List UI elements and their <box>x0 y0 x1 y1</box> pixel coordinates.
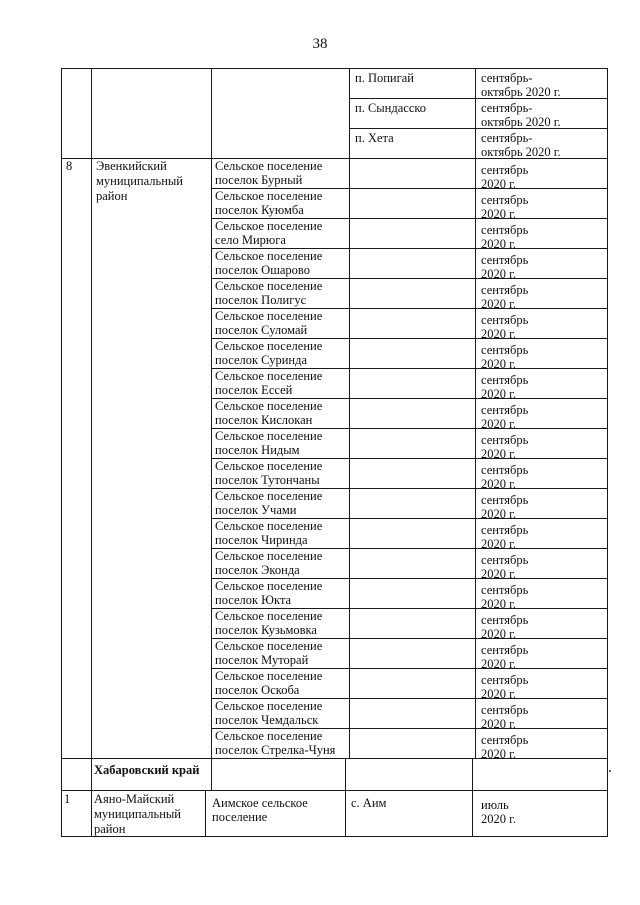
row-divider <box>349 128 607 129</box>
deadline-text: 2020 г. <box>481 747 516 761</box>
municipality-name: поселок Кислокан <box>215 413 313 427</box>
district-name: район <box>96 189 128 203</box>
deadline-text: сентябрь <box>481 283 529 297</box>
deadline-text: сентябрь <box>481 733 529 747</box>
municipality-name: Сельское поселение <box>215 519 323 533</box>
scan-speck <box>609 770 611 772</box>
deadline-text: 2020 г. <box>481 447 516 461</box>
municipality-name: поселок Оскоба <box>215 683 300 697</box>
deadline-text: сентябрь <box>481 703 529 717</box>
deadline-text: сентябрь <box>481 193 529 207</box>
deadline-text: сентябрь <box>481 493 529 507</box>
municipality-name: поселок Чемдальск <box>215 713 319 727</box>
deadline-text: 2020 г. <box>481 357 516 371</box>
municipality-name: Сельское поселение <box>215 699 323 713</box>
deadline-text: сентябрь <box>481 223 529 237</box>
deadline-text: сентябрь <box>481 163 529 177</box>
municipality-name: Сельское поселение <box>215 189 323 203</box>
municipality-name: Сельское поселение <box>215 309 323 323</box>
deadline-text: сентябрь <box>481 613 529 627</box>
deadline-text: октябрь 2020 г. <box>481 115 561 129</box>
row-number: 1 <box>64 792 71 806</box>
deadline-text: 2020 г. <box>481 657 516 671</box>
table-border-right <box>607 68 608 837</box>
row-divider <box>349 98 607 99</box>
deadline-text: сентябрь <box>481 253 529 267</box>
district-name: муниципальный <box>94 807 181 821</box>
municipality-name: Сельское поселение <box>215 219 323 233</box>
deadline-text: сентябрь <box>481 553 529 567</box>
deadline-text: октябрь 2020 г. <box>481 145 561 159</box>
deadline-text: 2020 г. <box>481 567 516 581</box>
row-divider <box>61 758 608 759</box>
deadline-text: 2020 г. <box>481 207 516 221</box>
municipality-name: поселок Куюмба <box>215 203 304 217</box>
district-name: Эвенкийский <box>96 159 167 173</box>
district-name: район <box>94 822 126 836</box>
column-border <box>211 68 212 790</box>
municipality-name: Сельское поселение <box>215 669 323 683</box>
deadline-text: июль <box>481 798 509 812</box>
settlement-name: с. Аим <box>351 796 387 810</box>
municipality-name: Сельское поселение <box>215 339 323 353</box>
municipality-name: Сельское поселение <box>215 489 323 503</box>
municipality-name: поселок Кузьмовка <box>215 623 317 637</box>
deadline-text: 2020 г. <box>481 687 516 701</box>
municipality-name: поселок Чиринда <box>215 533 308 547</box>
region-heading: Хабаровский край <box>94 763 200 777</box>
municipality-name: Сельское поселение <box>215 369 323 383</box>
municipality-name: Сельское поселение <box>215 639 323 653</box>
deadline-text: 2020 г. <box>481 597 516 611</box>
deadline-text: 2020 г. <box>481 327 516 341</box>
row-divider <box>61 790 608 791</box>
municipality-name: поселок Эконда <box>215 563 300 577</box>
municipality-name: Аимское сельское <box>212 796 308 810</box>
deadline-text: 2020 г. <box>481 267 516 281</box>
municipality-name: Сельское поселение <box>215 609 323 623</box>
deadline-text: сентябрь <box>481 313 529 327</box>
district-name: муниципальный <box>96 174 183 188</box>
column-border <box>349 68 350 758</box>
row-number: 8 <box>66 159 73 173</box>
municipality-name: Сельское поселение <box>215 729 323 743</box>
column-border <box>475 68 476 758</box>
deadline-text: 2020 г. <box>481 627 516 641</box>
municipality-name: поселок Суломай <box>215 323 308 337</box>
municipality-name: поселок Тутончаны <box>215 473 320 487</box>
municipality-name: село Мирюга <box>215 233 286 247</box>
municipality-name: Сельское поселение <box>215 159 323 173</box>
municipality-name: поселок Ессей <box>215 383 293 397</box>
table-border-bottom <box>61 836 608 837</box>
settlement-name: п. Хета <box>355 131 394 145</box>
municipality-name: поселок Стрелка-Чуня <box>215 743 336 757</box>
deadline-text: сентябрь <box>481 373 529 387</box>
column-border <box>345 758 346 836</box>
deadline-text: сентябрь <box>481 643 529 657</box>
deadline-text: 2020 г. <box>481 477 516 491</box>
deadline-text: 2020 г. <box>481 812 516 826</box>
municipality-name: поселение <box>212 810 268 824</box>
deadline-text: сентябрь <box>481 403 529 417</box>
deadline-text: сентябрь- <box>481 131 533 145</box>
deadline-text: 2020 г. <box>481 177 516 191</box>
municipality-name: поселок Ошарово <box>215 263 310 277</box>
deadline-text: 2020 г. <box>481 297 516 311</box>
settlement-name: п. Сындасско <box>355 101 427 115</box>
municipality-name: Сельское поселение <box>215 579 323 593</box>
deadline-text: 2020 г. <box>481 537 516 551</box>
deadline-text: октябрь 2020 г. <box>481 85 561 99</box>
municipality-name: Сельское поселение <box>215 399 323 413</box>
column-border <box>61 68 62 837</box>
municipality-name: Сельское поселение <box>215 549 323 563</box>
deadline-text: сентябрь- <box>481 101 533 115</box>
deadline-text: сентябрь <box>481 343 529 357</box>
column-border <box>91 68 92 837</box>
deadline-text: 2020 г. <box>481 417 516 431</box>
deadline-text: 2020 г. <box>481 507 516 521</box>
deadline-text: сентябрь <box>481 673 529 687</box>
deadline-text: сентябрь <box>481 583 529 597</box>
municipality-name: поселок Нидым <box>215 443 300 457</box>
deadline-text: сентябрь <box>481 523 529 537</box>
district-name: Аяно-Майский <box>94 792 175 806</box>
column-border <box>472 758 473 836</box>
settlement-name: п. Попигай <box>355 71 414 85</box>
column-border <box>205 790 206 836</box>
deadline-text: сентябрь- <box>481 71 533 85</box>
municipality-name: поселок Учами <box>215 503 297 517</box>
municipality-name: поселок Суринда <box>215 353 307 367</box>
municipality-name: поселок Юкта <box>215 593 292 607</box>
deadline-text: сентябрь <box>481 433 529 447</box>
municipality-name: Сельское поселение <box>215 279 323 293</box>
deadline-text: сентябрь <box>481 463 529 477</box>
deadline-text: 2020 г. <box>481 387 516 401</box>
municipality-name: Сельское поселение <box>215 249 323 263</box>
municipality-name: поселок Муторай <box>215 653 309 667</box>
municipality-name: Сельское поселение <box>215 429 323 443</box>
deadline-text: 2020 г. <box>481 717 516 731</box>
municipality-name: поселок Полигус <box>215 293 307 307</box>
page-number: 38 <box>312 36 328 52</box>
municipality-name: Сельское поселение <box>215 459 323 473</box>
deadline-text: 2020 г. <box>481 237 516 251</box>
table-border-top <box>61 68 608 69</box>
municipality-name: поселок Бурный <box>215 173 303 187</box>
